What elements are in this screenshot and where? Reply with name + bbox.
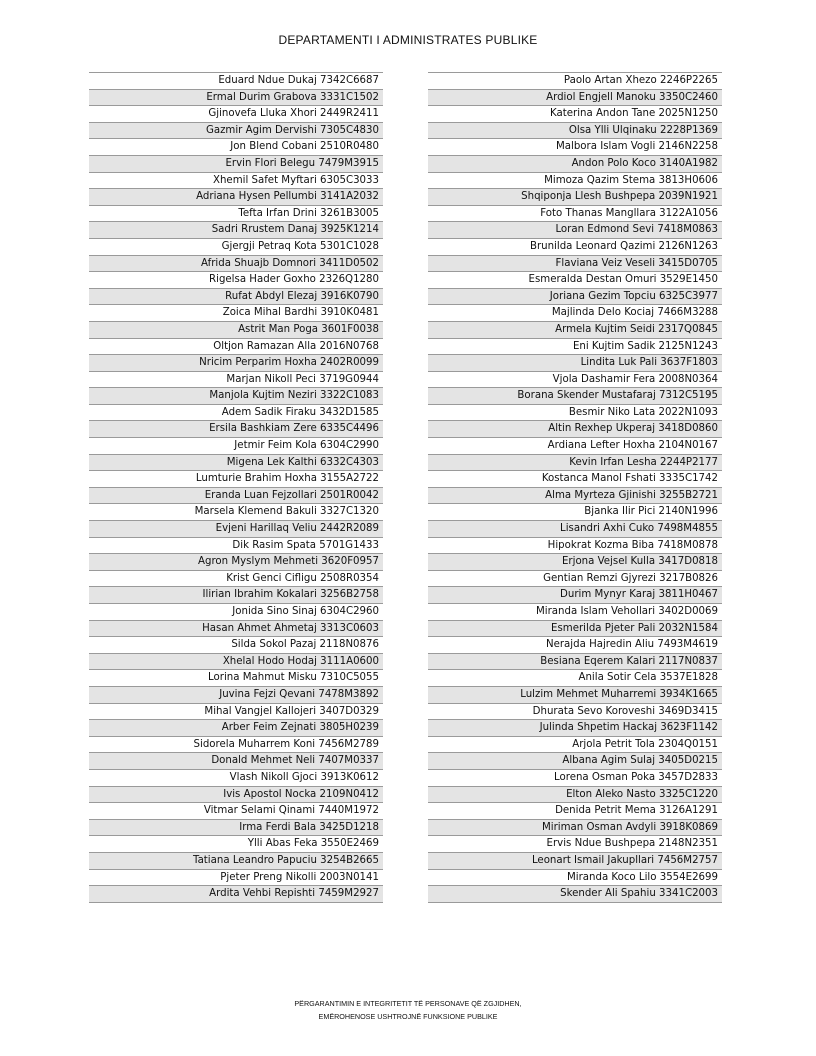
list-item: Brunilda Leonard Qazimi 2126N1263 xyxy=(428,239,722,256)
list-item: Xhelal Hodo Hodaj 3111A0600 xyxy=(89,654,383,671)
list-item: Jonida Sino Sinaj 6304C2960 xyxy=(89,604,383,621)
list-item: Marjan Nikoll Peci 3719G0944 xyxy=(89,372,383,389)
list-item: Evjeni Harillaq Veliu 2442R2089 xyxy=(89,521,383,538)
list-item: Krist Genci Cifligu 2508R0354 xyxy=(89,571,383,588)
list-item: Sadri Rrustem Danaj 3925K1214 xyxy=(89,222,383,239)
list-item: Jon Blend Cobani 2510R0480 xyxy=(89,139,383,156)
list-item: Besiana Eqerem Kalari 2117N0837 xyxy=(428,654,722,671)
list-item: Armela Kujtim Seidi 2317Q0845 xyxy=(428,322,722,339)
list-item: Ervis Ndue Bushpepa 2148N2351 xyxy=(428,836,722,853)
list-item: Paolo Artan Xhezo 2246P2265 xyxy=(428,73,722,90)
list-item: Esmerilda Pjeter Pali 2032N1584 xyxy=(428,621,722,638)
list-item: Gjergji Petraq Kota 5301C1028 xyxy=(89,239,383,256)
list-item: Erjona Vejsel Kulla 3417D0818 xyxy=(428,554,722,571)
list-item: Astrit Man Poga 3601F0038 xyxy=(89,322,383,339)
list-item: Nricim Perparim Hoxha 2402R0099 xyxy=(89,355,383,372)
page-title: DEPARTAMENTI I ADMINISTRATES PUBLIKE xyxy=(278,33,538,47)
list-item: Tatiana Leandro Papuciu 3254B2665 xyxy=(89,853,383,870)
list-item: Rufat Abdyl Elezaj 3916K0790 xyxy=(89,289,383,306)
list-item: Lulzim Mehmet Muharremi 3934K1665 xyxy=(428,687,722,704)
list-item: Vjola Dashamir Fera 2008N0364 xyxy=(428,372,722,389)
list-item: Ardiana Lefter Hoxha 2104N0167 xyxy=(428,438,722,455)
list-item: Malbora Islam Vogli 2146N2258 xyxy=(428,139,722,156)
list-item: Ivis Apostol Nocka 2109N0412 xyxy=(89,787,383,804)
list-item: Borana Skender Mustafaraj 7312C5195 xyxy=(428,388,722,405)
list-item: Afrida Shuajb Domnori 3411D0502 xyxy=(89,256,383,273)
list-item: Foto Thanas Mangllara 3122A1056 xyxy=(428,206,722,223)
list-item: Agron Myslym Mehmeti 3620F0957 xyxy=(89,554,383,571)
list-item: Mimoza Qazim Stema 3813H0606 xyxy=(428,173,722,190)
list-item: Flaviana Veiz Veseli 3415D0705 xyxy=(428,256,722,273)
list-item: Alma Myrteza Gjinishi 3255B2721 xyxy=(428,488,722,505)
list-item: Vitmar Selami Qinami 7440M1972 xyxy=(89,803,383,820)
list-item: Rigelsa Hader Goxho 2326Q1280 xyxy=(89,272,383,289)
list-item: Dhurata Sevo Koroveshi 3469D3415 xyxy=(428,704,722,721)
list-item: Ardiol Engjell Manoku 3350C2460 xyxy=(428,90,722,107)
list-item: Adriana Hysen Pellumbi 3141A2032 xyxy=(89,189,383,206)
list-item: Lorena Osman Poka 3457D2833 xyxy=(428,770,722,787)
list-item: Hasan Ahmet Ahmetaj 3313C0603 xyxy=(89,621,383,638)
list-item: Ersila Bashkiam Zere 6335C4496 xyxy=(89,421,383,438)
list-item: Jetmir Feim Kola 6304C2990 xyxy=(89,438,383,455)
list-item: Gjinovefa Lluka Xhori 2449R2411 xyxy=(89,106,383,123)
list-item: Miranda Koco Lilo 3554E2699 xyxy=(428,870,722,887)
list-item: Marsela Klemend Bakuli 3327C1320 xyxy=(89,504,383,521)
list-item: Lorina Mahmut Misku 7310C5055 xyxy=(89,670,383,687)
list-item: Hipokrat Kozma Biba 7418M0878 xyxy=(428,538,722,555)
list-item: Leonart Ismail Jakupllari 7456M2757 xyxy=(428,853,722,870)
list-item: Lindita Luk Pali 3637F1803 xyxy=(428,355,722,372)
list-item: Miriman Osman Avdyli 3918K0869 xyxy=(428,820,722,837)
list-item: Ilirian Ibrahim Kokalari 3256B2758 xyxy=(89,587,383,604)
list-item: Lumturie Brahim Hoxha 3155A2722 xyxy=(89,471,383,488)
list-item: Ervin Flori Belegu 7479M3915 xyxy=(89,156,383,173)
list-item: Besmir Niko Lata 2022N1093 xyxy=(428,405,722,422)
list-item: Durim Mynyr Karaj 3811H0467 xyxy=(428,587,722,604)
list-item: Andon Polo Koco 3140A1982 xyxy=(428,156,722,173)
list-item: Manjola Kujtim Neziri 3322C1083 xyxy=(89,388,383,405)
list-item: Arber Feim Zejnati 3805H0239 xyxy=(89,720,383,737)
list-item: Loran Edmond Sevi 7418M0863 xyxy=(428,222,722,239)
list-item: Olsa Ylli Ulqinaku 2228P1369 xyxy=(428,123,722,140)
list-item: Esmeralda Destan Omuri 3529E1450 xyxy=(428,272,722,289)
list-item: Nerajda Hajredin Aliu 7493M4619 xyxy=(428,637,722,654)
list-item: Eduard Ndue Dukaj 7342C6687 xyxy=(89,73,383,90)
list-item: Ermal Durim Grabova 3331C1502 xyxy=(89,90,383,107)
list-item: Bjanka Ilir Pici 2140N1996 xyxy=(428,504,722,521)
list-item: Oltjon Ramazan Alla 2016N0768 xyxy=(89,339,383,356)
list-item: Eranda Luan Fejzollari 2501R0042 xyxy=(89,488,383,505)
list-item: Arjola Petrit Tola 2304Q0151 xyxy=(428,737,722,754)
list-item: Zoica Mihal Bardhi 3910K0481 xyxy=(89,305,383,322)
list-item: Kostanca Manol Fshati 3335C1742 xyxy=(428,471,722,488)
list-item: Silda Sokol Pazaj 2118N0876 xyxy=(89,637,383,654)
list-item: Altin Rexhep Ukperaj 3418D0860 xyxy=(428,421,722,438)
list-item: Vlash Nikoll Gjoci 3913K0612 xyxy=(89,770,383,787)
list-item: Migena Lek Kalthi 6332C4303 xyxy=(89,455,383,472)
list-item: Irma Ferdi Bala 3425D1218 xyxy=(89,820,383,837)
list-item: Joriana Gezim Topciu 6325C3977 xyxy=(428,289,722,306)
list-item: Albana Agim Sulaj 3405D0215 xyxy=(428,753,722,770)
list-item: Tefta Irfan Drini 3261B3005 xyxy=(89,206,383,223)
list-item: Elton Aleko Nasto 3325C1220 xyxy=(428,787,722,804)
list-item: Skender Ali Spahiu 3341C2003 xyxy=(428,886,722,903)
list-item: Anila Sotir Cela 3537E1828 xyxy=(428,670,722,687)
list-item: Mihal Vangjel Kallojeri 3407D0329 xyxy=(89,704,383,721)
list-item: Miranda Islam Vehollari 3402D0069 xyxy=(428,604,722,621)
list-item: Xhemil Safet Myftari 6305C3033 xyxy=(89,173,383,190)
list-item: Shqiponja Llesh Bushpepa 2039N1921 xyxy=(428,189,722,206)
list-item: Dik Rasim Spata 5701G1433 xyxy=(89,538,383,555)
list-item: Majlinda Delo Kociaj 7466M3288 xyxy=(428,305,722,322)
list-item: Eni Kujtim Sadik 2125N1243 xyxy=(428,339,722,356)
list-item: Ardita Vehbi Repishti 7459M2927 xyxy=(89,886,383,903)
list-item: Donald Mehmet Neli 7407M0337 xyxy=(89,753,383,770)
list-item: Kevin Irfan Lesha 2244P2177 xyxy=(428,455,722,472)
list-item: Ylli Abas Feka 3550E2469 xyxy=(89,836,383,853)
list-item: Gentian Remzi Gjyrezi 3217B0826 xyxy=(428,571,722,588)
list-item: Katerina Andon Tane 2025N1250 xyxy=(428,106,722,123)
list-item: Juvina Fejzi Qevani 7478M3892 xyxy=(89,687,383,704)
right-name-list xyxy=(428,72,722,903)
left-name-list xyxy=(89,72,383,903)
page-footer xyxy=(0,997,816,1023)
list-item: Lisandri Axhi Cuko 7498M4855 xyxy=(428,521,722,538)
list-item: Denida Petrit Mema 3126A1291 xyxy=(428,803,722,820)
footer-line-2: EMËROHENOSE USHTROJNË FUNKSIONE PUBLIKE xyxy=(318,1012,498,1021)
list-item: Pjeter Preng Nikolli 2003N0141 xyxy=(89,870,383,887)
list-item: Sidorela Muharrem Koni 7456M2789 xyxy=(89,737,383,754)
list-item: Gazmir Agim Dervishi 7305C4830 xyxy=(89,123,383,140)
list-item: Adem Sadik Firaku 3432D1585 xyxy=(89,405,383,422)
footer-line-1: PËRGARANTIMIN E INTEGRITETIT TË PERSONAVE QË ZGJIDHEN, xyxy=(294,999,522,1008)
list-item: Julinda Shpetim Hackaj 3623F1142 xyxy=(428,720,722,737)
